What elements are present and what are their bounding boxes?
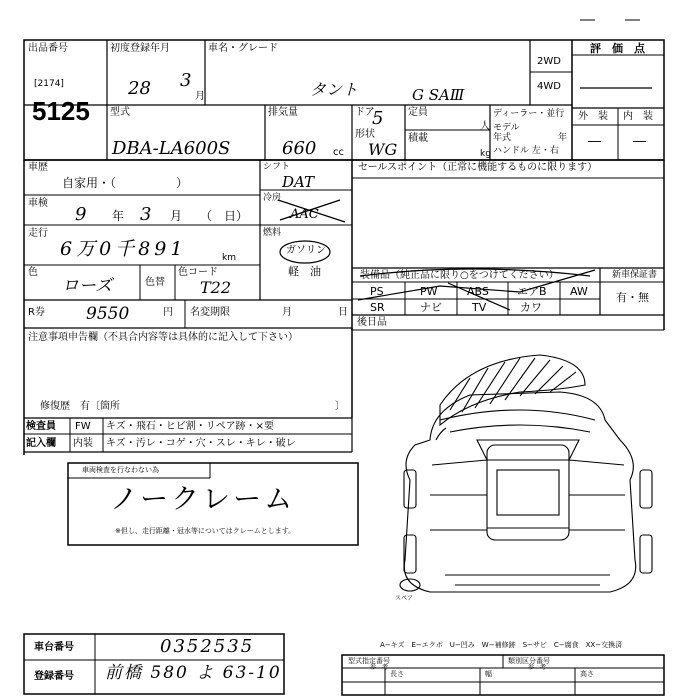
recycle-label: R券: [28, 307, 45, 318]
mileage-unit: km: [222, 253, 236, 263]
dealer-label: ディーラー・並行: [493, 109, 565, 119]
reg-month: 3: [180, 70, 192, 91]
door-label: ドア: [355, 107, 375, 118]
color-value: ローズ: [62, 276, 113, 296]
sales-point-label: セールスポイント（正常に機能するものに限ります）: [358, 162, 598, 173]
ac-label: 冷房: [263, 193, 282, 203]
lot-sub-value: 2174: [37, 79, 61, 89]
equip-navi: ナビ: [420, 301, 442, 314]
inspector-interior: 内装: [73, 438, 93, 449]
shape-value: WG: [368, 140, 398, 159]
name-change-day: 日: [338, 307, 348, 318]
reg-number-value: 前橋 580 よ 63-10: [105, 663, 282, 683]
mileage-label: 走行: [28, 228, 48, 239]
interior-label: 内 装: [623, 111, 653, 122]
fuel-label: 燃料: [263, 228, 282, 238]
no-claim-note: ※但し、走行距離・冠水等についてはクレームとします。: [115, 527, 296, 535]
history-label: 車歴: [28, 162, 48, 173]
type-designation-label: 型式指定番号: [348, 657, 390, 665]
inspection-label: 車検: [28, 198, 48, 209]
recycle-value: 9550: [86, 304, 130, 324]
ac-value: AAC: [290, 207, 319, 222]
notes-label: 注意事項申告欄（不具合内容等は具体的に記入して下さい）: [28, 332, 298, 343]
model-year-label2: 年式: [493, 133, 512, 143]
inspector-interior-items: キズ・汚レ・コゲ・穴・スレ・キレ・破レ: [106, 438, 296, 449]
color-count-label: 色替: [145, 277, 165, 288]
name-change-month: 月: [282, 307, 292, 318]
repair-close: 〕: [335, 401, 345, 412]
year-unit: 年: [558, 133, 568, 143]
car-grade: G SAⅢ: [412, 86, 465, 104]
exterior-label: 外 装: [578, 111, 608, 122]
color-code-label: 色コード: [178, 267, 218, 278]
car-diagram: [400, 355, 652, 592]
equipment-label: 装備品（純正品に限り○をつけてください）: [360, 270, 559, 281]
reg-number-label: 登録番号: [34, 671, 74, 682]
no-claim-text: ノークレーム: [110, 482, 296, 515]
repair-label: 修復歴 有〔箇所: [40, 401, 120, 412]
model-year-label: モデル: [493, 123, 520, 133]
fuel-alt: 軽 油: [288, 265, 321, 278]
fuel-value: ガソリン: [286, 245, 326, 256]
car-name: タント: [310, 80, 359, 99]
mileage-value: 6万0千891: [60, 238, 187, 260]
inspection-month-unit: 月: [170, 209, 183, 223]
model-label: 型式: [110, 107, 130, 118]
person-unit: 人: [480, 121, 490, 132]
class-label: 類別区分番号: [508, 657, 550, 665]
capacity-label: 定員: [408, 107, 428, 118]
reg-year: 28: [128, 78, 151, 99]
equip-airbag: エアB: [517, 285, 547, 298]
door-value: 5: [372, 108, 384, 129]
exterior-value: ―: [588, 134, 601, 149]
class-ref: 参 考: [528, 664, 547, 671]
warranty-value: 有・無: [616, 291, 649, 304]
inspection-year: 9: [75, 204, 87, 225]
color-label: 色: [28, 267, 38, 278]
equip-ps: PS: [370, 285, 384, 298]
load-label: 積載: [408, 133, 428, 144]
height-label: 高さ: [580, 670, 594, 678]
score-label: 評 価 点: [590, 42, 645, 55]
cc-unit: cc: [333, 147, 344, 158]
inspector-fw: FW: [75, 421, 91, 432]
equip-pw: PW: [420, 285, 438, 298]
equip-sr: SR: [370, 301, 385, 314]
shift-value: DAT: [282, 173, 315, 191]
equip-leather: カワ: [520, 301, 542, 314]
equip-tv: TV: [472, 301, 487, 314]
chassis-label: 車台番号: [34, 642, 74, 653]
damage-legend: A−キズ E−エクボ U−凹み W−補修跡 S−サビ C−腐食 XX−交換済: [380, 641, 623, 649]
drive-4wd: 4WD: [537, 81, 561, 92]
interior-value: ―: [633, 134, 646, 149]
name-change-label: 名変期限: [190, 307, 230, 318]
history-value: 自家用・（ ）: [62, 176, 189, 190]
chassis-value: 0352535: [160, 636, 255, 657]
displacement-value: 660: [282, 138, 317, 159]
inspector-label-2: 記入欄: [26, 438, 56, 449]
lot-label: 出品番号: [28, 43, 68, 54]
width-label: 幅: [485, 670, 492, 678]
inspector-label-1: 検査員: [26, 421, 56, 432]
displacement-label: 排気量: [268, 107, 298, 118]
lot-sub: [2174]: [34, 79, 64, 89]
type-designation-ref: 参 考: [370, 664, 389, 671]
warranty-label: 新車保証書: [612, 270, 658, 280]
name-label: 車名・グレード: [208, 43, 278, 54]
lot-number: 5125: [32, 96, 90, 126]
handle-label: ハンドル 左・右: [493, 146, 559, 156]
spare-label: スペア: [395, 595, 414, 602]
equip-abs: ABS: [467, 285, 489, 298]
equip-aw: AW: [570, 285, 588, 298]
model-value: DBA-LA600S: [112, 138, 231, 159]
shape-label: 形状: [355, 129, 375, 140]
color-code-value: T22: [200, 278, 232, 297]
shift-label: シフト: [263, 162, 291, 172]
no-claim-header: 車両検査を行なわない為: [82, 466, 159, 474]
inspection-year-unit: 年: [112, 209, 125, 223]
kg-unit: kg: [480, 149, 491, 159]
drive-2wd: 2WD: [537, 56, 561, 67]
inspection-day-unit: （ 日）: [200, 209, 249, 223]
after-day-label: 後日品: [357, 317, 387, 328]
inspector-fw-items: キズ・飛石・ヒビ割・リペア跡・×要: [106, 421, 274, 432]
recycle-yen: 円: [163, 307, 173, 318]
reg-month-unit: 月: [195, 91, 205, 102]
inspection-month: 3: [140, 204, 152, 225]
length-label: 長さ: [390, 670, 404, 678]
reg-label: 初度登録年月: [110, 43, 170, 54]
